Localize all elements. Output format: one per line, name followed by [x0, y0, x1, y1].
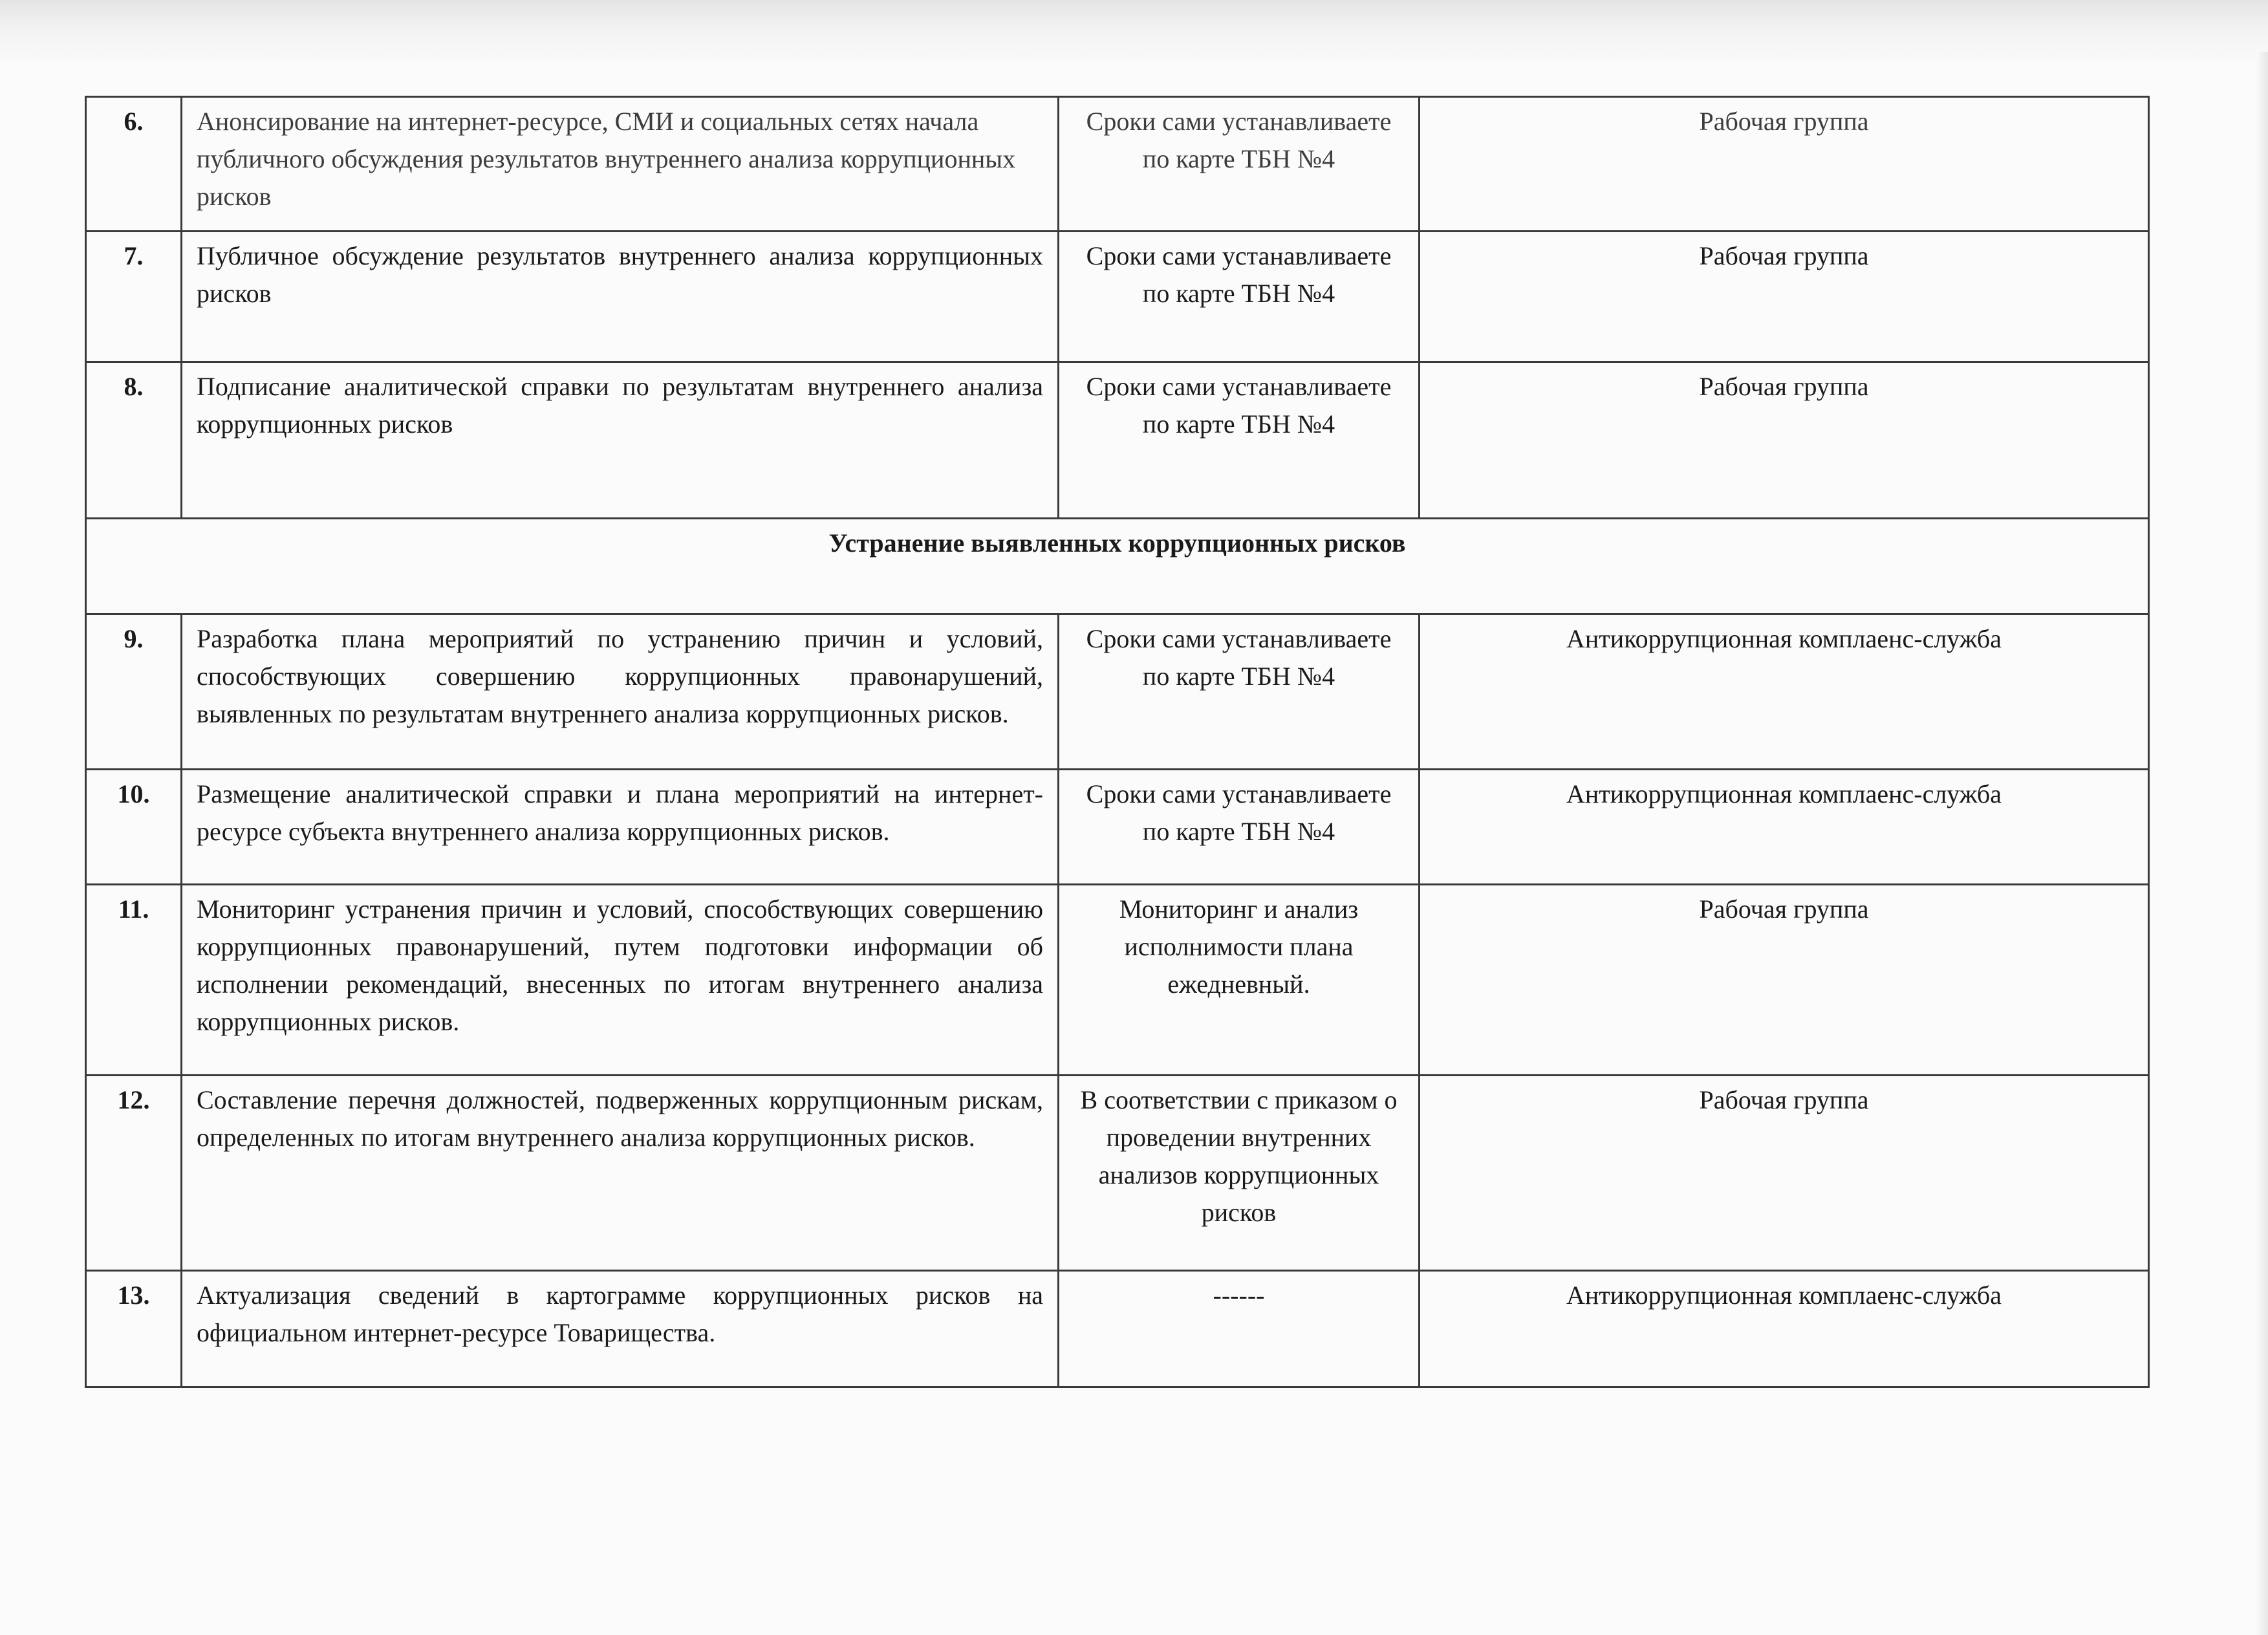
responsible-cell: Антикоррупционная комплаенс-служба: [1420, 1271, 2149, 1387]
section-heading: Устранение выявленных коррупционных рисков: [86, 519, 2149, 614]
row-number: 12.: [86, 1076, 182, 1271]
table-row: [86, 770, 2149, 885]
table-row: [86, 1271, 2149, 1387]
term-cell: ------: [1059, 1271, 1420, 1387]
term-cell: Сроки сами устанавливаете по карте ТБН №4: [1059, 614, 1420, 770]
responsible-cell: Рабочая группа: [1420, 232, 2149, 362]
task-cell: Подписание аналитической справки по результатам внутреннего анализа коррупционных рисков: [182, 362, 1059, 519]
table-row: [86, 232, 2149, 362]
responsible-cell: Рабочая группа: [1420, 1076, 2149, 1271]
task-cell: Анонсирование на интернет-ресурсе, СМИ и социальных сетях начала публичного обсуждения результатов внутреннего анализа коррупционных рисков: [182, 97, 1059, 232]
responsible-cell: Антикоррупционная комплаенс-служба: [1420, 614, 2149, 770]
table-row: [86, 885, 2149, 1076]
table-row: [86, 362, 2149, 519]
task-cell: Мониторинг устранения причин и условий, способствующих совершению коррупционных правонарушений, путем подготовки информации об исполнении рекомендаций, внесенных по итогам внутреннего анализа коррупционных рисков.: [182, 885, 1059, 1076]
page-right-shadow: [2256, 52, 2268, 1635]
row-number: 6.: [86, 97, 182, 232]
row-number: 13.: [86, 1271, 182, 1387]
row-number: 11.: [86, 885, 182, 1076]
task-cell: Публичное обсуждение результатов внутреннего анализа коррупционных рисков: [182, 232, 1059, 362]
row-number: 8.: [86, 362, 182, 519]
page-top-shadow: [0, 0, 2268, 65]
responsible-cell: Рабочая группа: [1420, 885, 2149, 1076]
term-cell: Сроки сами устанавливаете по карте ТБН №4: [1059, 97, 1420, 232]
table-row: [86, 97, 2149, 232]
responsible-cell: Рабочая группа: [1420, 362, 2149, 519]
task-cell: Размещение аналитической справки и плана мероприятий на интернет-ресурсе субъекта внутреннего анализа коррупционных рисков.: [182, 770, 1059, 885]
table-row: [86, 614, 2149, 770]
row-number: 10.: [86, 770, 182, 885]
term-cell: Сроки сами устанавливаете по карте ТБН №4: [1059, 232, 1420, 362]
responsible-cell: Антикоррупционная комплаенс-служба: [1420, 770, 2149, 885]
row-number: 9.: [86, 614, 182, 770]
term-cell: Сроки сами устанавливаете по карте ТБН №4: [1059, 362, 1420, 519]
responsible-cell: Рабочая группа: [1420, 97, 2149, 232]
task-cell: Составление перечня должностей, подверженных коррупционным рискам, определенных по итогам внутреннего анализа коррупционных рисков.: [182, 1076, 1059, 1271]
term-cell: Сроки сами устанавливаете по карте ТБН №4: [1059, 770, 1420, 885]
task-cell: Разработка плана мероприятий по устранению причин и условий, способствующих совершению коррупционных правонарушений, выявленных по результатам внутреннего анализа коррупционных рисков.: [182, 614, 1059, 770]
term-cell: Мониторинг и анализ исполнимости плана ежедневный.: [1059, 885, 1420, 1076]
action-plan-table: [85, 96, 2150, 1388]
task-cell: Актуализация сведений в картограмме коррупционных рисков на официальном интернет-ресурсе Товарищества.: [182, 1271, 1059, 1387]
table-row: [86, 1076, 2149, 1271]
term-cell: В соответствии с приказом о проведении внутренних анализов коррупционных рисков: [1059, 1076, 1420, 1271]
row-number: 7.: [86, 232, 182, 362]
section-row: [86, 519, 2149, 614]
